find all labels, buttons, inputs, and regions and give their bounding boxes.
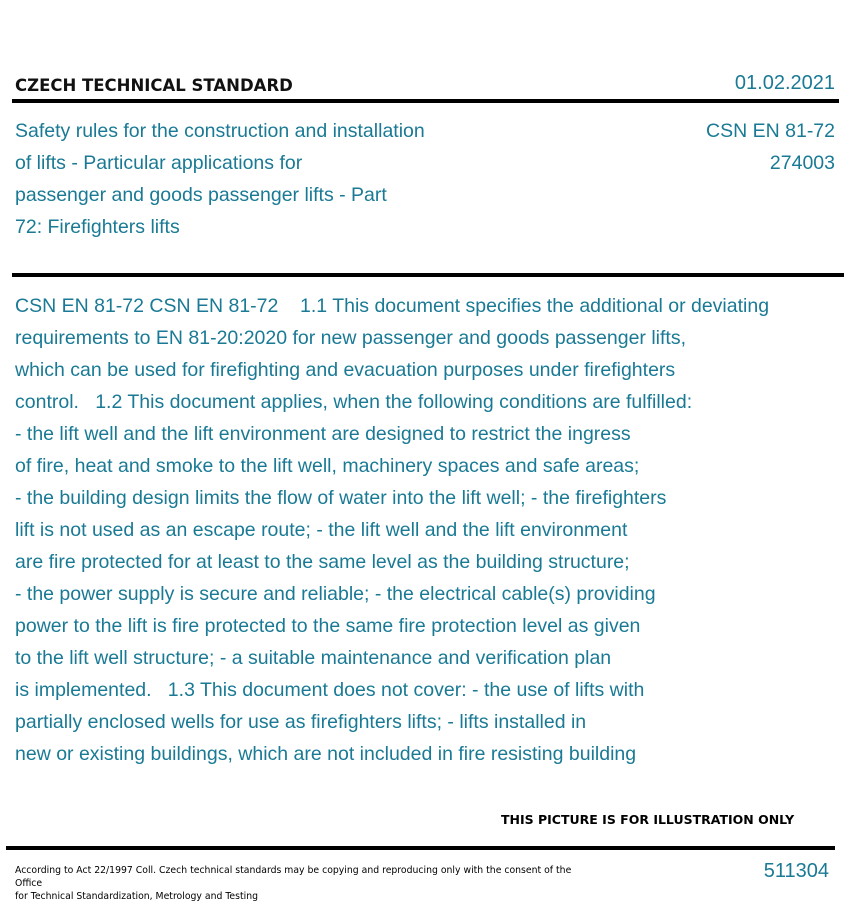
abstract-line: CSN EN 81-72 CSN EN 81-72 1.1 This document specifies the additional or deviating (15, 295, 770, 317)
footer-divider (6, 846, 835, 850)
standard-title-line: passenger and goods passenger lifts - Part (15, 184, 387, 206)
abstract-line: power to the lift is fire protected to the same fire protection level as given (15, 615, 641, 637)
header-divider (12, 99, 839, 103)
abstract-line: - the power supply is secure and reliable; - the electrical cable(s) providing (15, 583, 656, 605)
standard-code: CSN EN 81-72 (706, 120, 835, 142)
abstract-line: - the building design limits the flow of water into the lift well; - the firefighters (15, 487, 667, 509)
document-abstract (15, 290, 850, 770)
copyright-notice-line: for Technical Standardization, Metrology and Testing (15, 891, 259, 902)
abstract-line: partially enclosed wells for use as firefighters lifts; - lifts installed in (15, 711, 587, 733)
abstract-line: requirements to EN 81-20:2020 for new passenger and goods passenger lifts, (15, 327, 686, 349)
abstract-line: is implemented. 1.3 This document does not cover: - the use of lifts with (15, 679, 645, 701)
abstract-line: to the lift well structure; - a suitable maintenance and verification plan (15, 647, 612, 669)
standard-title (15, 115, 485, 243)
abstract-line: of fire, heat and smoke to the lift well, machinery spaces and safe areas; (15, 455, 640, 477)
abstract-line: - the lift well and the lift environment are designed to restrict the ingress (15, 423, 631, 445)
title-divider (12, 273, 844, 277)
standard-title-line: 72: Firefighters lifts (15, 216, 180, 238)
standard-title-line: of lifts - Particular applications for (15, 152, 303, 174)
standard-identifiers (706, 115, 835, 179)
standard-class-number: 274003 (769, 152, 835, 174)
abstract-line: new or existing buildings, which are not included in fire resisting building (15, 743, 637, 765)
catalog-number: 511304 (763, 860, 829, 882)
document-header-title: CZECH TECHNICAL STANDARD (15, 76, 293, 95)
illustration-disclaimer: THIS PICTURE IS FOR ILLUSTRATION ONLY (501, 812, 795, 827)
copyright-notice-line: According to Act 22/1997 Coll. Czech technical standards may be copying and reproducing only with the consent of the Office (15, 865, 572, 889)
copyright-notice (15, 864, 595, 903)
abstract-line: which can be used for firefighting and evacuation purposes under firefighters (15, 359, 676, 381)
publication-date: 01.02.2021 (734, 72, 835, 94)
abstract-line: lift is not used as an escape route; - the lift well and the lift environment (15, 519, 628, 541)
abstract-line: are fire protected for at least to the same level as the building structure; (15, 551, 630, 573)
standard-title-line: Safety rules for the construction and installation (15, 120, 425, 142)
abstract-line: control. 1.2 This document applies, when the following conditions are fulfilled: (15, 391, 693, 413)
